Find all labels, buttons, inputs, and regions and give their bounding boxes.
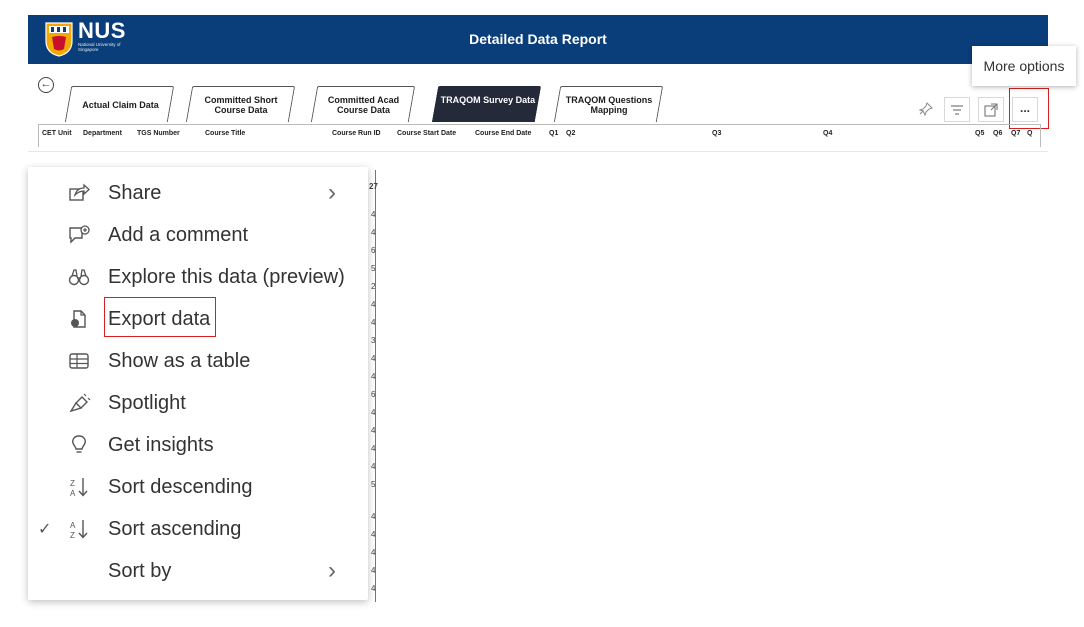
logo-wordmark: NUS — [78, 18, 126, 43]
logo-subtitle: National University of Singapore — [78, 42, 121, 52]
tab-label: TRAQOM Questions Mapping — [565, 95, 653, 115]
pin-icon — [919, 102, 933, 116]
back-arrow-icon: ← — [40, 78, 52, 90]
comment-icon — [67, 225, 91, 245]
filter-button[interactable] — [944, 97, 970, 122]
filter-icon — [950, 103, 964, 117]
tab-label: Actual Claim Data — [82, 100, 159, 110]
menu-item-label: Export data — [108, 308, 211, 330]
column-header[interactable]: TGS Number — [137, 130, 180, 137]
menu-item-add-comment[interactable] — [28, 213, 368, 255]
table-cell: 4 — [371, 426, 376, 435]
menu-item-explore-data[interactable] — [28, 255, 368, 297]
page-title: Detailed Data Report — [469, 31, 607, 47]
table-cell: 4 — [371, 584, 376, 593]
table-cell: 4 — [371, 228, 376, 237]
menu-item-show-as-table[interactable] — [28, 339, 368, 381]
context-menu — [28, 167, 368, 600]
lightbulb-icon — [67, 435, 91, 455]
export-icon — [67, 309, 91, 329]
table-cell: 5 — [371, 264, 376, 273]
table-cell: 2 — [371, 282, 376, 291]
column-header[interactable]: Course End Date — [475, 130, 532, 137]
table-cell: 5 — [371, 480, 376, 489]
table-cell: 4 — [371, 566, 376, 575]
spotlight-icon — [67, 393, 91, 413]
table-cell: 4 — [371, 210, 376, 219]
share-icon — [67, 183, 91, 203]
tab-committed-short-course-data[interactable] — [186, 86, 295, 122]
menu-item-label: Explore this data (preview) — [108, 266, 345, 288]
table-cell: 27 — [369, 182, 378, 191]
table-cell: 6 — [371, 390, 376, 399]
svg-text:A: A — [70, 489, 76, 497]
column-header[interactable]: Q3 — [712, 130, 722, 137]
table-cell: 4 — [371, 318, 376, 327]
column-header[interactable]: Q — [1027, 130, 1033, 137]
column-header[interactable]: Q1 — [549, 130, 559, 137]
menu-item-get-insights[interactable] — [28, 423, 368, 465]
table-icon — [67, 351, 91, 371]
menu-item-label: Sort descending — [108, 476, 253, 498]
focus-mode-icon — [984, 103, 998, 117]
back-button[interactable] — [38, 77, 54, 93]
report-header — [28, 15, 1048, 64]
table-cell: 4 — [371, 372, 376, 381]
column-header[interactable]: Course Run ID — [332, 130, 381, 137]
table-cell: 4 — [371, 530, 376, 539]
tab-label: TRAQOM Survey Data — [440, 95, 536, 105]
table-frame — [38, 124, 1041, 147]
column-header[interactable]: Department — [83, 130, 122, 137]
more-options-tooltip: More options — [972, 46, 1076, 86]
menu-item-label: Show as a table — [108, 350, 251, 372]
column-header[interactable]: Q7 — [1011, 130, 1021, 137]
menu-item-label: Sort ascending — [108, 518, 242, 540]
highlight-box-more-options — [1009, 88, 1049, 129]
tab-label: Committed Acad Course Data — [327, 95, 400, 115]
column-header[interactable]: Q4 — [823, 130, 833, 137]
chevron-right-icon: › — [328, 179, 336, 206]
table-cell: 4 — [371, 354, 376, 363]
table-cell: 4 — [371, 408, 376, 417]
tab-traqom-questions-mapping[interactable] — [554, 86, 663, 122]
svg-text:Z: Z — [70, 479, 75, 488]
table-cell: 4 — [371, 300, 376, 309]
highlight-box-export-data — [104, 297, 216, 337]
menu-item-label: Share — [108, 182, 162, 204]
table-cell: 6 — [371, 246, 376, 255]
column-header[interactable]: Q6 — [993, 130, 1003, 137]
svg-text:Z: Z — [70, 531, 75, 539]
table-cell: 4 — [371, 512, 376, 521]
menu-item-spotlight[interactable] — [28, 381, 368, 423]
column-header[interactable]: Q5 — [975, 130, 985, 137]
tab-traqom-survey-data[interactable] — [432, 86, 541, 122]
tab-actual-claim-data[interactable] — [65, 86, 174, 122]
column-header[interactable]: Q2 — [566, 130, 576, 137]
focus-mode-button[interactable] — [978, 97, 1004, 122]
table-cell: 4 — [371, 462, 376, 471]
sort-descending-icon — [67, 477, 91, 497]
menu-item-label: Sort by — [108, 560, 172, 582]
table-cell: 4 — [371, 548, 376, 557]
menu-item-label: Spotlight — [108, 392, 186, 414]
column-header[interactable]: Course Start Date — [397, 130, 457, 137]
menu-item-share[interactable] — [28, 171, 368, 213]
table-cell: 4 — [371, 444, 376, 453]
screenshot-cut-divider — [28, 151, 1048, 152]
menu-item-sort-ascending[interactable] — [28, 507, 368, 549]
table-cell: 3 — [371, 336, 376, 345]
tab-label: Committed Short Course Data — [204, 95, 278, 115]
column-header[interactable]: CET Unit — [42, 130, 72, 137]
column-header[interactable]: Course Title — [205, 130, 246, 137]
sort-ascending-icon — [67, 519, 91, 539]
chevron-right-icon: › — [328, 557, 336, 584]
checkmark-icon: ✓ — [38, 521, 52, 538]
binoculars-icon — [67, 267, 91, 287]
more-options-icon: ... — [1019, 101, 1030, 115]
menu-item-label: Add a comment — [108, 224, 249, 246]
svg-text:A: A — [70, 521, 76, 530]
pin-button[interactable] — [913, 97, 939, 122]
menu-item-sort-descending[interactable] — [28, 465, 368, 507]
menu-item-sort-by[interactable] — [28, 549, 368, 591]
menu-item-label: Get insights — [108, 434, 214, 456]
tab-committed-acad-course-data[interactable] — [311, 86, 415, 122]
